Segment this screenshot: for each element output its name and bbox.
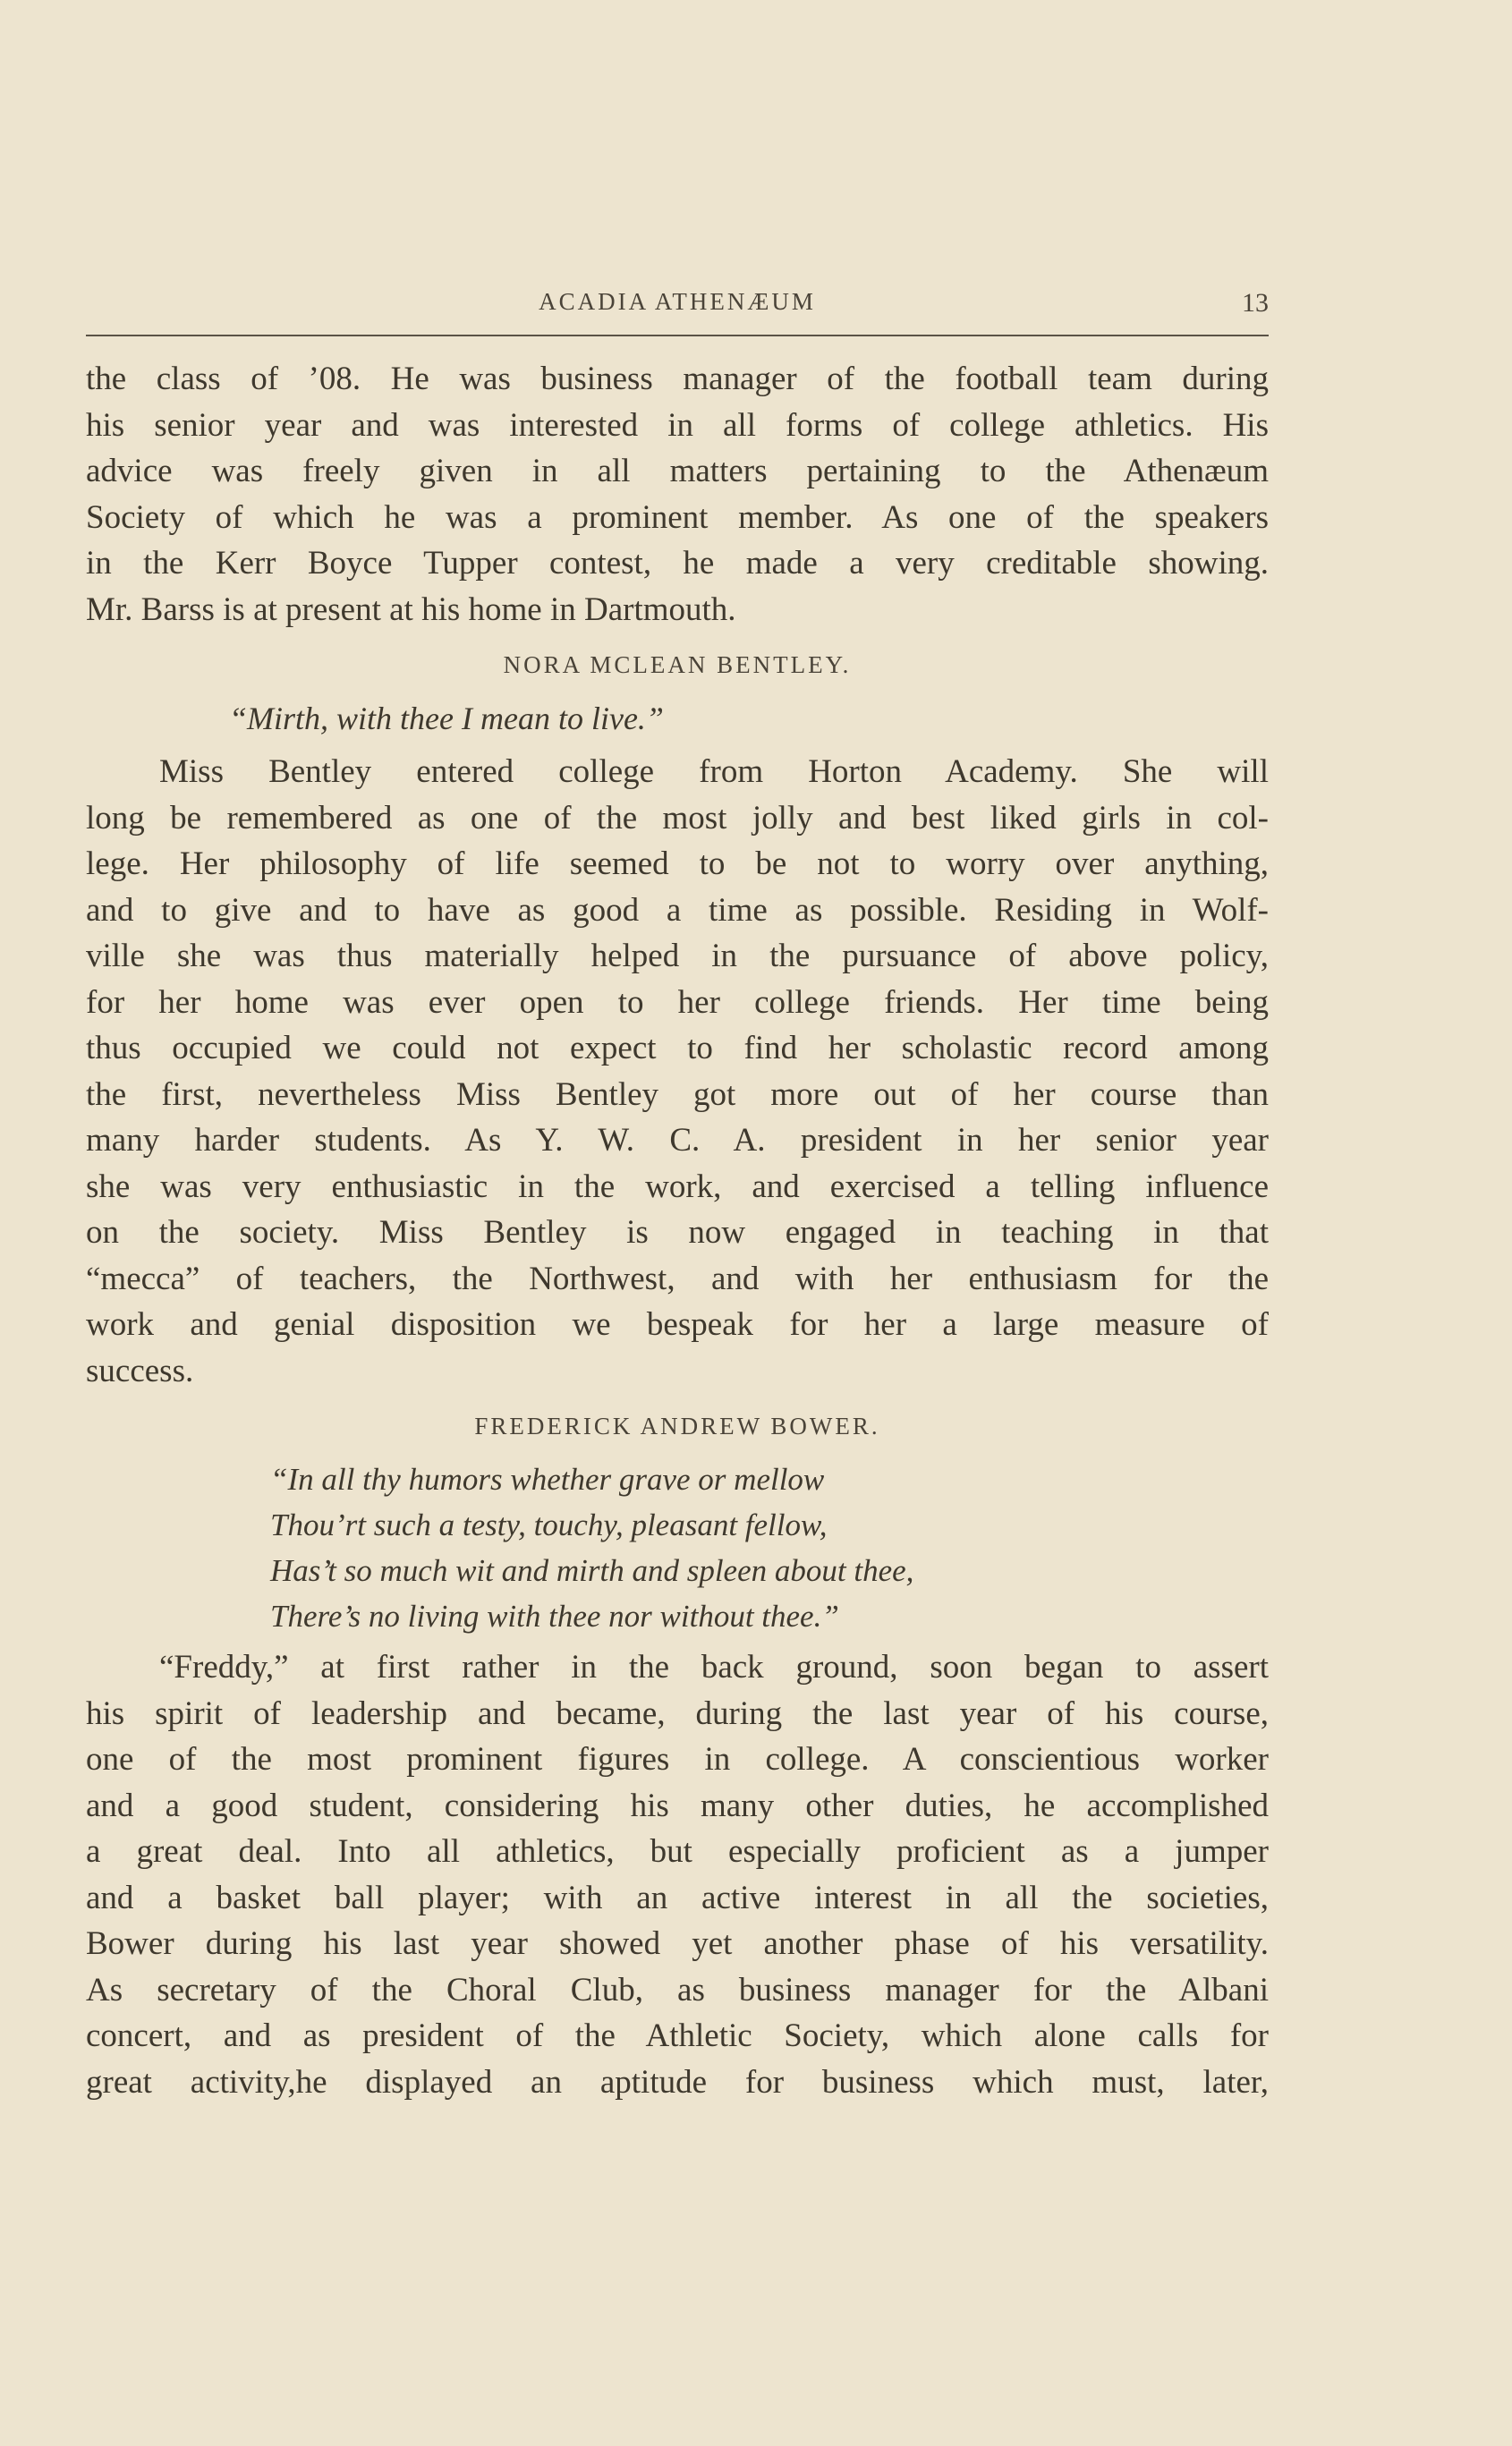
text-line: long be remembered as one of the most jolly and best liked girls in col- — [86, 799, 1269, 837]
bower-paragraph — [86, 1644, 1269, 2105]
verse-line: There’s no living with thee nor without thee.” — [270, 1599, 839, 1634]
text-line: one of the most prominent figures in college. A conscientious worker — [86, 1741, 1269, 1778]
text-line: thus occupied we could not expect to find her scholastic record among — [86, 1030, 1269, 1066]
verse-line: Thou’rt such a testy, touchy, pleasant fellow, — [270, 1508, 828, 1542]
text-line: his spirit of leadership and became, during the last year of his course, — [86, 1694, 1269, 1732]
verse-line: Has’t so much wit and mirth and spleen about thee, — [270, 1553, 914, 1588]
text-line: on the society. Miss Bentley is now engaged in teaching in that — [86, 1214, 1269, 1251]
verse-line: “In all thy humors whether grave or mellow — [270, 1462, 825, 1497]
text-line: in the Kerr Boyce Tupper contest, he made a very creditable showing. — [86, 545, 1269, 582]
text-line: she was very enthusiastic in the work, and exercised a telling influence — [86, 1168, 1269, 1205]
text-line: many harder students. As Y. W. C. A. president in her senior year — [86, 1122, 1269, 1159]
text-line: Society of which he was a prominent member. As one of the speakers — [86, 498, 1269, 536]
text-line: and to give and to have as good a time as possible. Residing in Wolf- — [86, 891, 1269, 929]
bentley-motto: “Mirth, with thee I mean to live.” — [229, 701, 664, 736]
text-line: great activity,he displayed an aptitude for business which must, later, — [86, 2063, 1269, 2101]
text-line: advice was freely given in all matters pertaining to the Athenæum — [86, 453, 1269, 489]
text-line: ville she was thus materially helped in the pursuance of above policy, — [86, 938, 1269, 974]
text-line: for her home was ever open to her college friends. Her time being — [86, 983, 1269, 1021]
text-line: As secretary of the Choral Club, as business manager for the Albani — [86, 1971, 1269, 2009]
barss-paragraph — [86, 356, 1269, 633]
bentley-heading: NORA MCLEAN BENTLEY. — [503, 651, 852, 678]
bentley-paragraph — [86, 749, 1269, 1394]
text-line: concert, and as president of the Athletic Society, which alone calls for — [86, 2017, 1269, 2054]
text-line: work and genial disposition we bespeak for her a large measure of — [86, 1306, 1269, 1343]
text-line: Bower during his last year showed yet another phase of his versatility. — [86, 1925, 1269, 1962]
page-header — [86, 288, 1269, 336]
bower-heading: FREDERICK ANDREW BOWER. — [474, 1413, 880, 1440]
bower-verse — [86, 1457, 1269, 1639]
text-line: “Freddy,” at first rather in the back ground, soon began to assert — [159, 1649, 1269, 1686]
text-line-last: Mr. Barss is at present at his home in Dartmouth. — [86, 590, 736, 628]
text-line: the class of ’08. He was business manager of the football team during — [86, 361, 1269, 397]
text-line: “mecca” of teachers, the Northwest, and with her enthusiasm for the — [86, 1260, 1269, 1297]
text-line: the first, nevertheless Miss Bentley got more out of her course than — [86, 1075, 1269, 1113]
text-line: and a basket ball player; with an active interest in all the societies, — [86, 1879, 1269, 1916]
text-line: his senior year and was interested in all forms of college athletics. His — [86, 406, 1269, 444]
text-line: and a good student, considering his many other duties, he accomplished — [86, 1787, 1269, 1824]
text-line: Miss Bentley entered college from Horton Academy. She will — [159, 753, 1269, 790]
body-text — [86, 356, 1269, 2105]
text-line: a great deal. Into all athletics, but especially proficient as a jumper — [86, 1833, 1269, 1870]
text-line: lege. Her philosophy of life seemed to be not to worry over anything, — [86, 845, 1269, 882]
text-line-last: success. — [86, 1352, 194, 1389]
page-number: 13 — [1242, 288, 1269, 318]
running-title: ACADIA ATHENÆUM — [539, 288, 816, 315]
